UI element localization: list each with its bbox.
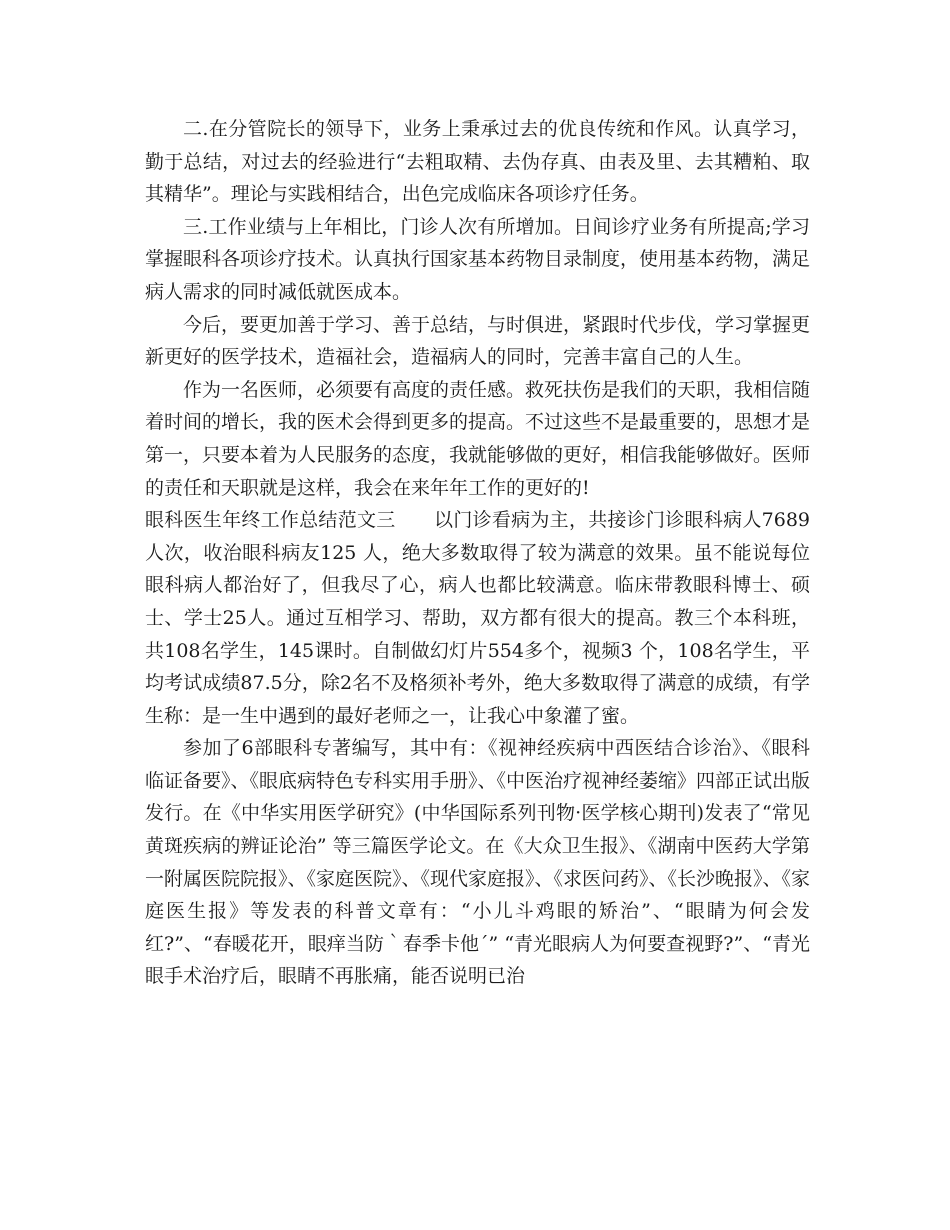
document-body: [145, 113, 810, 993]
paragraph-sample-three: 眼科医生年终工作总结范文三 以门诊看病为主，共接诊门诊眼科病人7689人次，收治眼科病友125 人，绝大多数取得了较为满意的效果。虽不能说每位眼科病人都治好了，但我尽了心，病人也都比较满意。临床带教眼科博士、硕士、学士25人。通过互相学习、帮助，双方都有很大的提高。教三个本科班，共108名学生，145课时。自制做幻灯片554多个，视频3 个，108名学生，平均考试成绩87.5分，除2名不及格须补考外，绝大多数取得了满意的成绩，有学生称：是一生中遇到的最好老师之一，让我心中象灌了蜜。: [145, 509, 810, 727]
paragraph-publications: 参加了6部眼科专著编写，其中有：《视神经疾病中西医结合诊治》、《眼科临证备要》、《眼底病特色专科实用手册》、《中医治疗视神经萎缩》四部正试出版发行。在《中华实用医学研究》(中华国际系列刊物·医学核心期刊)发表了“常见黄斑疾病的辨证论治” 等三篇医学论文。在《大众卫生报》、《湖南中医药大学第一附属医院院报》、《家庭医院》、《现代家庭报》、《求医问药》、《长沙晚报》、《家庭医生报》等发表的科普文章有：“小儿斗鸡眼的矫治”、“眼睛为何会发红?”、“春暖花开，眼痒当防｀春季卡他´” “青光眼病人为何要查视野?”、“青光眼手术治疗后，眼睛不再胀痛，能否说明已治: [145, 737, 811, 988]
paragraph-leadership: 二.在分管院长的领导下，业务上秉承过去的优良传统和作风。认真学习，勤于总结，对过去的经验进行“去粗取精、去伪存真、由表及里、去其糟粕、取其精华”。理论与实践相结合，出色完成临床各项诊疗任务。: [145, 118, 810, 206]
paragraph-responsibility: 作为一名医师，必须要有高度的责任感。救死扶伤是我们的天职，我相信随着时间的增长，我的医术会得到更多的提高。不过这些不是最重要的，思想才是第一，只要本着为人民服务的态度，我就能够做的更好，相信我能够做好。医师的责任和天职就是这样，我会在来年年工作的更好的!: [145, 378, 811, 499]
paragraph-performance: 三.工作业绩与上年相比，门诊人次有所增加。日间诊疗业务有所提高;学习掌握眼科各项诊疗技术。认真执行国家基本药物目录制度，使用基本药物，满足病人需求的同时减低就医成本。: [145, 215, 811, 303]
paragraph-future: 今后，要更加善于学习、善于总结，与时俱进，紧跟时代步伐，学习掌握更新更好的医学技术，造福社会，造福病人的同时，完善丰富自己的人生。: [145, 313, 811, 369]
